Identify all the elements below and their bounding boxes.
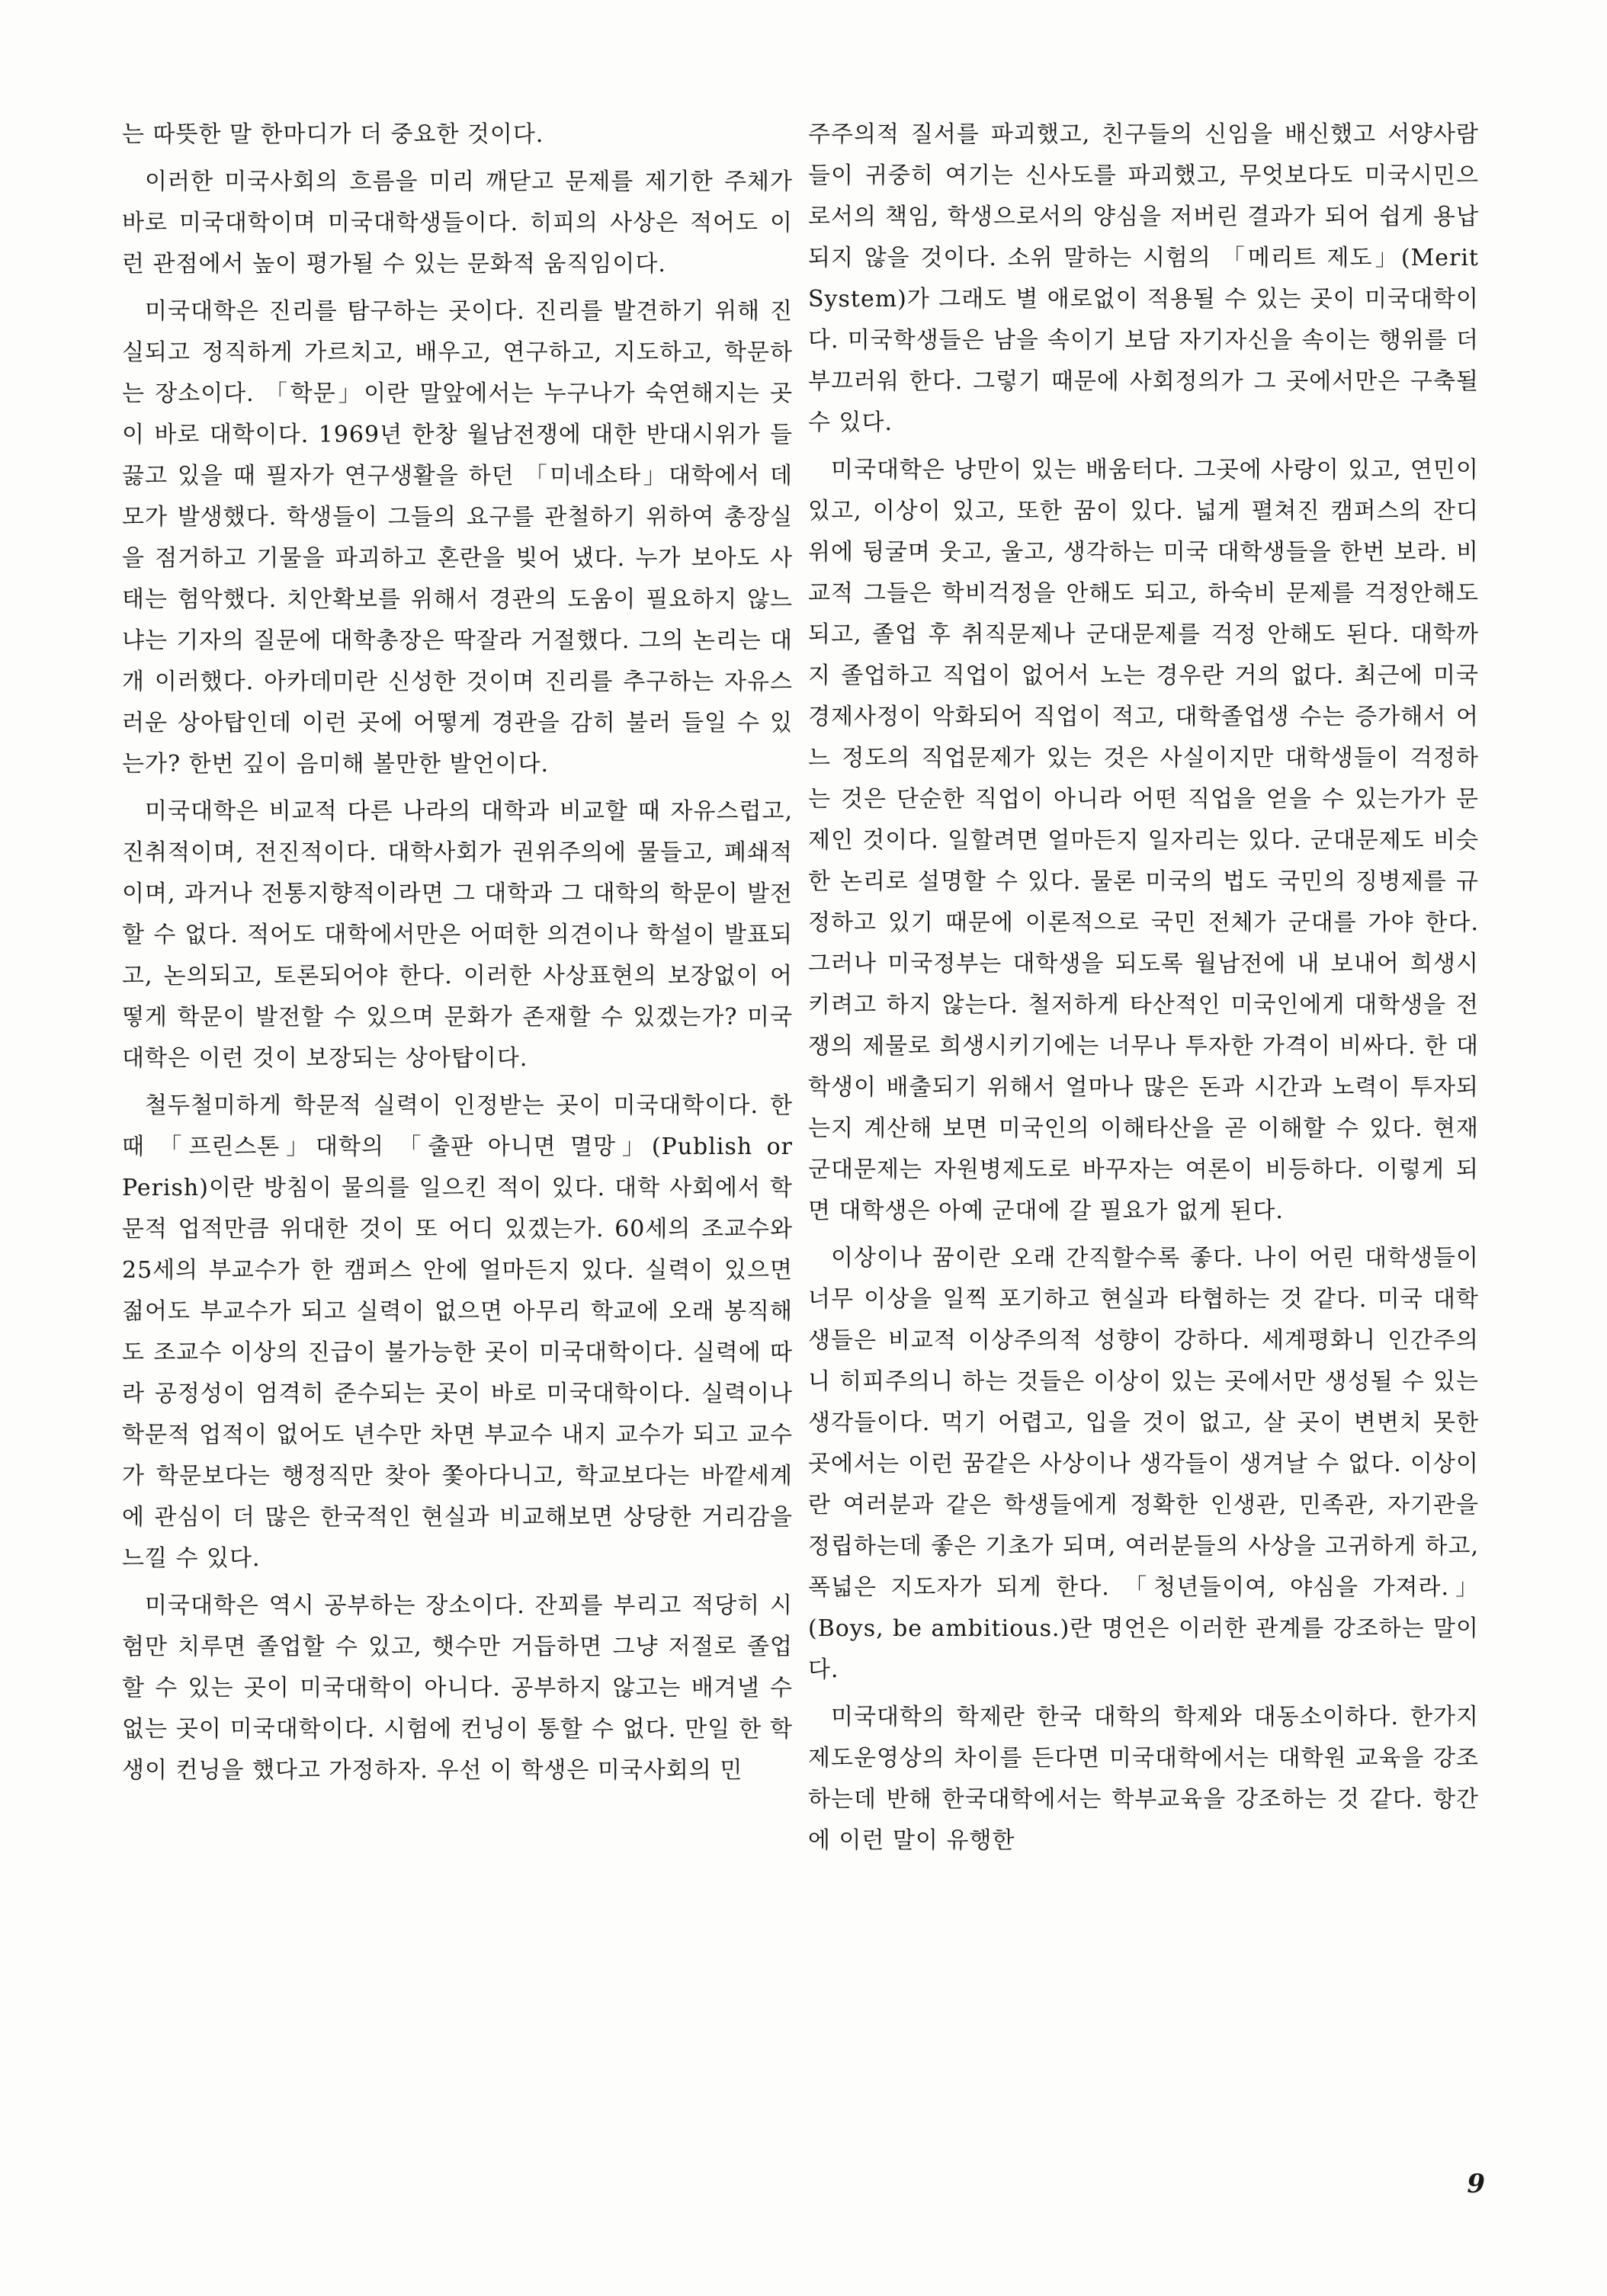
paragraph: 주주의적 질서를 파괴했고, 친구들의 신임을 배신했고 서양사람들이 귀중히 여기는 신사도를 파괴했고, 무엇보다도 미국시민으로서의 책임, 학생으로서의 양심을 저버린 결과가 되어 쉽게 용납되지 않을 것이다. 소위 말하는 시험의 「메리트 제도」(Merit System)가 그래도 별 애로없이 적용될 수 있는 곳이 미국대학이다. 미국학생들은 남을 속이기 보담 자기자신을 속이는 행위를 더 부끄러워 한다. 그렇기 때문에 사회정의가 그 곳에서만은 구축될 수 있다. [808, 121, 1479, 436]
paragraph: 미국대학은 비교적 다른 나라의 대학과 비교할 때 자유스럽고, 진취적이며, 전진적이다. 대학사회가 권위주의에 물들고, 폐쇄적이며, 과거나 전통지향적이라면 그 대학과 그 대학의 학문이 발전할 수 없다. 적어도 대학에서만은 어떠한 의견이나 학설이 발표되고, 논의되고, 토론되어야 한다. 이러한 사상표현의 보장없이 어떻게 학문이 발전할 수 있으며 문화가 존재할 수 있겠는가? 미국대학은 이런 것이 보장되는 상아탑이다. [122, 798, 793, 1072]
paragraph: 는 따뜻한 말 한마디가 더 중요한 것이다. [122, 121, 544, 148]
paragraph: 미국대학은 낭만이 있는 배움터다. 그곳에 사랑이 있고, 연민이 있고, 이상이 있고, 또한 꿈이 있다. 넓게 펼쳐진 캠퍼스의 잔디 위에 뒹굴며 웃고, 울고, 생각하는 미국 대학생들을 한번 보라. 비교적 그들은 학비걱정을 안해도 되고, 하숙비 문제를 걱정안해도 되고, 졸업 후 취직문제나 군대문제를 걱정 안해도 된다. 대학까지 졸업하고 직업이 없어서 노는 경우란 거의 없다. 최근에 미국 경제사정이 악화되어 직업이 적고, 대학졸업생 수는 증가해서 어느 정도의 직업문제가 있는 것은 사실이지만 대학생들이 걱정하는 것은 단순한 직업이 아니라 어떤 직업을 얻을 수 있는가가 문제인 것이다. 일할려면 얼마든지 일자리는 있다. 군대문제도 비슷한 논리로 설명할 수 있다. 물론 미국의 법도 국민의 징병제를 규정하고 있기 때문에 이론적으로 국민 전체가 군대를 가야 한다. 그러나 미국정부는 대학생을 되도록 월남전에 내 보내어 희생시키려고 하지 않는다. 철저하게 타산적인 미국인에게 대학생을 전쟁의 제물로 희생시키기에는 너무나 투자한 가격이 비싸다. 한 대학생이 배출되기 위해서 얼마나 많은 돈과 시간과 노력이 투자되는지 계산해 보면 미국인의 이해타산을 곧 이해할 수 있다. 현재 군대문제는 자원병제도로 바꾸자는 여론이 비등하다. 이렇게 되면 대학생은 아예 군대에 갈 필요가 없게 된다. [808, 457, 1479, 1224]
paragraph: 미국대학의 학제란 한국 대학의 학제와 대동소이하다. 한가지 제도운영상의 차이를 든다면 미국대학에서는 대학원 교육을 강조하는데 반해 한국대학에서는 학부교육을 강조하는 것 같다. 항간에 이런 말이 유행한 [808, 1704, 1479, 1854]
page-number: 9 [1467, 2169, 1485, 2199]
paragraph: 이상이나 꿈이란 오래 간직할수록 좋다. 나이 어린 대학생들이 너무 이상을 일찍 포기하고 현실과 타협하는 것 같다. 미국 대학생들은 비교적 이상주의적 성향이 강하다. 세계평화니 인간주의니 히피주의니 하는 것들은 이상이 있는 곳에서만 생성될 수 있는 생각들이다. 먹기 어렵고, 입을 것이 없고, 살 곳이 변변치 못한 곳에서는 이런 꿈같은 사상이나 생각들이 생겨날 수 없다. 이상이란 여러분과 같은 학생들에게 정확한 인생관, 민족관, 자기관을 정립하는데 좋은 기초가 되며, 여러분들의 사상을 고귀하게 하고, 폭넓은 지도자가 되게 한다. 「청년들이여, 야심을 가져라.」(Boys, be ambitious.)란 명언은 이러한 관계를 강조하는 말이다. [808, 1245, 1479, 1683]
paragraph: 이러한 미국사회의 흐름을 미리 깨닫고 문제를 제기한 주체가 바로 미국대학이며 미국대학생들이다. 히피의 사상은 적어도 이런 관점에서 높이 평가될 수 있는 문화적 움직임이다. [122, 168, 793, 277]
paragraph: 미국대학은 진리를 탐구하는 곳이다. 진리를 발견하기 위해 진실되고 정직하게 가르치고, 배우고, 연구하고, 지도하고, 학문하는 장소이다. 「학문」이란 말앞에서는 누구나가 숙연해지는 곳이 바로 대학이다. 1969년 한창 월남전쟁에 대한 반대시위가 들끓고 있을 때 필자가 연구생활을 하던 「미네소타」대학에서 데모가 발생했다. 학생들이 그들의 요구를 관철하기 위하여 총장실을 점거하고 기물을 파괴하고 혼란을 빚어 냈다. 누가 보아도 사태는 험악했다. 치안확보를 위해서 경관의 도움이 필요하지 않느냐는 기자의 질문에 대학총장은 딱잘라 거절했다. 그의 논리는 대개 이러했다. 아카데미란 신성한 것이며 진리를 추구하는 자유스러운 상아탑인데 이런 곳에 어떻게 경관을 감히 불러 들일 수 있는가? 한번 깊이 음미해 볼만한 발언이다. [122, 298, 793, 778]
right-column [808, 114, 1479, 1868]
paragraph: 미국대학은 역시 공부하는 장소이다. 잔꾀를 부리고 적당히 시험만 치루면 졸업할 수 있고, 햇수만 거듭하면 그냥 저절로 졸업할 수 있는 곳이 미국대학이 아니다. 공부하지 않고는 배겨낼 수 없는 곳이 미국대학이다. 시험에 컨닝이 통할 수 없다. 만일 한 학생이 컨닝을 했다고 가정하자. 우선 이 학생은 미국사회의 민 [122, 1592, 793, 1784]
paragraph: 철두철미하게 학문적 실력이 인정받는 곳이 미국대학이다. 한때 「프린스톤」대학의 「출판 아니면 멸망」(Publish or Perish)이란 방침이 물의를 일으킨 적이 있다. 대학 사회에서 학문적 업적만큼 위대한 것이 또 어디 있겠는가. 60세의 조교수와 25세의 부교수가 한 캠퍼스 안에 얼마든지 있다. 실력이 있으면 젊어도 부교수가 되고 실력이 없으면 아무리 학교에 오래 봉직해도 조교수 이상의 진급이 불가능한 곳이 미국대학이다. 실력에 따라 공정성이 엄격히 준수되는 곳이 바로 미국대학이다. 실력이나 학문적 업적이 없어도 년수만 차면 부교수 내지 교수가 되고 교수가 학문보다는 행정직만 찾아 쫓아다니고, 학교보다는 바깥세계에 관심이 더 많은 한국적인 현실과 비교해보면 상당한 거리감을 느낄 수 있다. [122, 1092, 793, 1572]
left-column [122, 114, 793, 1797]
